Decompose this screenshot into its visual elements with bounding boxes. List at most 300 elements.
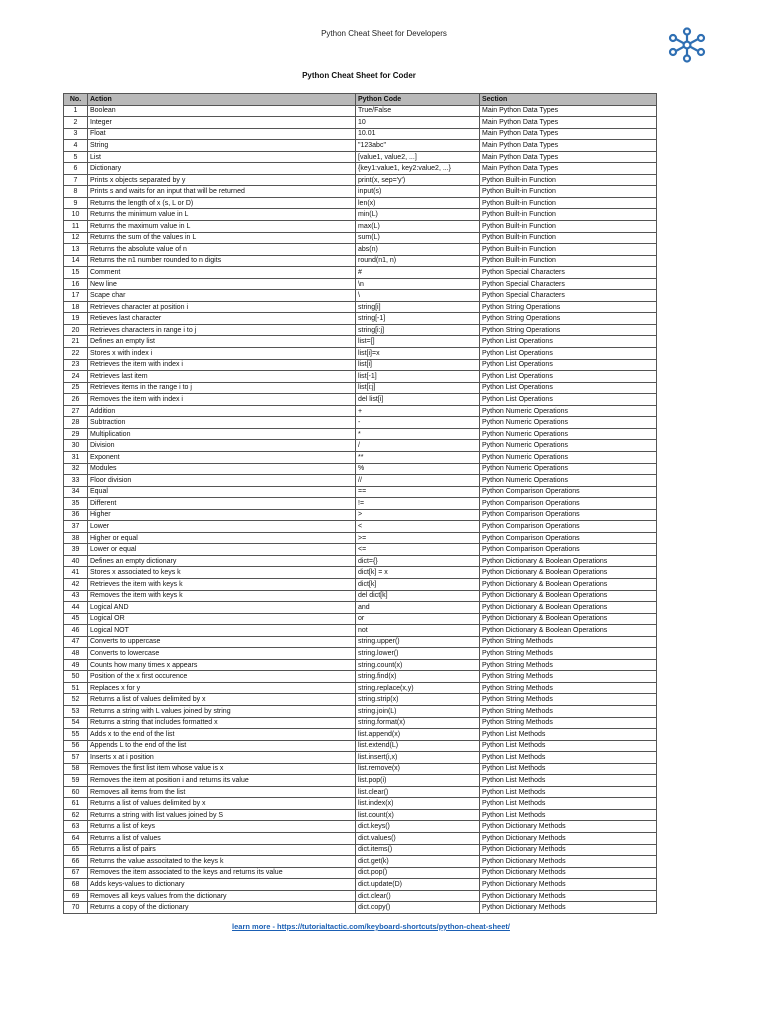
python-code-cell: >= (356, 532, 480, 544)
table-row (64, 451, 657, 463)
python-code-cell: list.remove(x) (356, 763, 480, 775)
section-cell: Python String Methods (480, 694, 657, 706)
learn-more-link[interactable]: learn more - https://tutorialtactic.com/keyboard-shortcuts/python-cheat-sheet/ (232, 922, 510, 931)
row-number-cell: 26 (64, 394, 88, 406)
section-cell: Python Comparison Operations (480, 498, 657, 510)
action-cell: Returns a string with L values joined by string (88, 705, 356, 717)
action-cell: Retrieves items in the range i to j (88, 382, 356, 394)
action-cell: Returns a string with list values joined by S (88, 809, 356, 821)
row-number-cell: 1 (64, 105, 88, 117)
row-number-cell: 56 (64, 740, 88, 752)
python-code-cell: dict[k] = x (356, 567, 480, 579)
table-row (64, 405, 657, 417)
python-code-cell: list.append(x) (356, 729, 480, 741)
action-cell: Returns the n1 number rounded to n digits (88, 255, 356, 267)
table-row (64, 232, 657, 244)
python-code-cell: [value1, value2, ...] (356, 151, 480, 163)
row-number-cell: 22 (64, 348, 88, 360)
python-code-cell: dict.get(k) (356, 856, 480, 868)
section-cell: Python Dictionary & Boolean Operations (480, 567, 657, 579)
python-code-cell: dict.values() (356, 833, 480, 845)
python-code-cell: list[i]=x (356, 348, 480, 360)
section-cell: Python String Operations (480, 324, 657, 336)
section-cell: Python Built-in Function (480, 244, 657, 256)
section-cell: Python String Methods (480, 659, 657, 671)
python-code-cell: abs(n) (356, 244, 480, 256)
table-row (64, 578, 657, 590)
action-cell: Stores x associated to keys k (88, 567, 356, 579)
row-number-cell: 53 (64, 705, 88, 717)
python-code-cell: 10.01 (356, 128, 480, 140)
action-cell: Retrieves character at position i (88, 301, 356, 313)
section-cell: Main Python Data Types (480, 128, 657, 140)
row-number-cell: 7 (64, 174, 88, 186)
table-row (64, 509, 657, 521)
action-cell: Integer (88, 117, 356, 129)
section-cell: Python Dictionary Methods (480, 833, 657, 845)
python-code-cell: list[i] (356, 359, 480, 371)
action-cell: Prints x objects separated by y (88, 174, 356, 186)
table-row (64, 105, 657, 117)
section-cell: Python Built-in Function (480, 209, 657, 221)
action-cell: Lower (88, 521, 356, 533)
python-code-cell: / (356, 440, 480, 452)
row-number-cell: 4 (64, 140, 88, 152)
row-number-cell: 18 (64, 301, 88, 313)
action-cell: Removes the item associated to the keys and returns its value (88, 867, 356, 879)
python-code-cell: string[i:j] (356, 324, 480, 336)
python-code-cell: list.index(x) (356, 798, 480, 810)
table-row (64, 394, 657, 406)
table-row (64, 371, 657, 383)
row-number-cell: 39 (64, 544, 88, 556)
row-number-cell: 33 (64, 475, 88, 487)
section-cell: Python String Methods (480, 671, 657, 683)
row-number-cell: 27 (64, 405, 88, 417)
action-cell: Retrieves the item with index i (88, 359, 356, 371)
section-cell: Python Dictionary & Boolean Operations (480, 613, 657, 625)
section-cell: Python List Methods (480, 763, 657, 775)
row-number-cell: 51 (64, 682, 88, 694)
action-cell: Retieves last character (88, 313, 356, 325)
action-cell: Returns a string that includes formatted x (88, 717, 356, 729)
action-cell: Adds keys-values to dictionary (88, 879, 356, 891)
table-row (64, 671, 657, 683)
action-cell: Returns the minimum value in L (88, 209, 356, 221)
table-row (64, 602, 657, 614)
row-number-cell: 66 (64, 856, 88, 868)
python-code-cell: 10 (356, 117, 480, 129)
section-cell: Python Comparison Operations (480, 486, 657, 498)
section-cell: Python Comparison Operations (480, 509, 657, 521)
python-code-cell: // (356, 475, 480, 487)
python-code-cell: "123abc" (356, 140, 480, 152)
python-code-cell: min(L) (356, 209, 480, 221)
action-cell: Appends L to the end of the list (88, 740, 356, 752)
table-row (64, 856, 657, 868)
python-code-cell: list[i:j] (356, 382, 480, 394)
python-code-cell: % (356, 463, 480, 475)
action-cell: Position of the x first occurence (88, 671, 356, 683)
section-cell: Python Dictionary Methods (480, 890, 657, 902)
action-cell: Returns the absolute value of n (88, 244, 356, 256)
row-number-cell: 23 (64, 359, 88, 371)
table-row (64, 486, 657, 498)
row-number-cell: 5 (64, 151, 88, 163)
action-cell: Retrieves last item (88, 371, 356, 383)
action-cell: Scape char (88, 290, 356, 302)
action-cell: Division (88, 440, 356, 452)
python-code-cell: list.clear() (356, 786, 480, 798)
section-cell: Main Python Data Types (480, 140, 657, 152)
python-code-cell: string[-1] (356, 313, 480, 325)
table-row (64, 659, 657, 671)
section-cell: Python List Methods (480, 786, 657, 798)
section-cell: Python Comparison Operations (480, 521, 657, 533)
python-code-cell: dict[k] (356, 578, 480, 590)
action-cell: Comment (88, 267, 356, 279)
section-cell: Python Special Characters (480, 290, 657, 302)
section-cell: Python List Methods (480, 775, 657, 787)
python-code-cell: sum(L) (356, 232, 480, 244)
row-number-cell: 47 (64, 636, 88, 648)
section-cell: Python String Operations (480, 301, 657, 313)
python-code-cell: max(L) (356, 221, 480, 233)
python-code-cell: dict.keys() (356, 821, 480, 833)
section-cell: Python List Operations (480, 382, 657, 394)
row-number-cell: 31 (64, 451, 88, 463)
section-cell: Python Dictionary Methods (480, 844, 657, 856)
python-code-cell: string.replace(x,y) (356, 682, 480, 694)
table-row (64, 197, 657, 209)
row-number-cell: 65 (64, 844, 88, 856)
python-code-cell: del list[i] (356, 394, 480, 406)
table-row (64, 290, 657, 302)
python-code-cell: or (356, 613, 480, 625)
row-number-cell: 44 (64, 602, 88, 614)
action-cell: Removes the first list item whose value is x (88, 763, 356, 775)
row-number-cell: 67 (64, 867, 88, 879)
table-row (64, 717, 657, 729)
action-cell: Returns a list of keys (88, 821, 356, 833)
table-row (64, 336, 657, 348)
table-row (64, 174, 657, 186)
action-cell: Returns a list of values (88, 833, 356, 845)
action-cell: Retrieves the item with keys k (88, 578, 356, 590)
action-cell: Returns the value associtated to the keys k (88, 856, 356, 868)
action-cell: Converts to lowercase (88, 648, 356, 660)
python-code-cell: string[i] (356, 301, 480, 313)
section-cell: Python Dictionary & Boolean Operations (480, 602, 657, 614)
section-cell: Python String Operations (480, 313, 657, 325)
row-number-cell: 20 (64, 324, 88, 336)
row-number-cell: 30 (64, 440, 88, 452)
action-cell: Logical OR (88, 613, 356, 625)
row-number-cell: 69 (64, 890, 88, 902)
row-number-cell: 40 (64, 555, 88, 567)
action-cell: Floor division (88, 475, 356, 487)
table-row (64, 775, 657, 787)
table-row (64, 244, 657, 256)
python-code-cell: list.insert(i,x) (356, 752, 480, 764)
python-code-cell: > (356, 509, 480, 521)
table-row (64, 324, 657, 336)
python-code-cell: != (356, 498, 480, 510)
section-cell: Python Dictionary Methods (480, 856, 657, 868)
section-cell: Python Dictionary Methods (480, 821, 657, 833)
table-row (64, 705, 657, 717)
python-code-cell: {key1:value1, key2:value2, ...} (356, 163, 480, 175)
row-number-cell: 32 (64, 463, 88, 475)
python-code-cell: dict.copy() (356, 902, 480, 914)
python-code-cell: dict={} (356, 555, 480, 567)
row-number-cell: 13 (64, 244, 88, 256)
section-cell: Python Numeric Operations (480, 405, 657, 417)
python-code-cell: - (356, 417, 480, 429)
python-code-cell: string.strip(x) (356, 694, 480, 706)
table-row (64, 278, 657, 290)
table-row (64, 625, 657, 637)
section-cell: Python List Operations (480, 336, 657, 348)
python-code-cell: True/False (356, 105, 480, 117)
python-code-cell: print(x, sep='y') (356, 174, 480, 186)
python-code-cell: string.find(x) (356, 671, 480, 683)
table-row (64, 359, 657, 371)
row-number-cell: 54 (64, 717, 88, 729)
row-number-cell: 12 (64, 232, 88, 244)
section-cell: Python List Methods (480, 798, 657, 810)
python-code-cell: string.count(x) (356, 659, 480, 671)
row-number-cell: 28 (64, 417, 88, 429)
section-cell: Python Numeric Operations (480, 417, 657, 429)
row-number-cell: 25 (64, 382, 88, 394)
section-cell: Python String Methods (480, 682, 657, 694)
section-cell: Main Python Data Types (480, 117, 657, 129)
row-number-cell: 59 (64, 775, 88, 787)
python-code-cell: and (356, 602, 480, 614)
section-cell: Python Dictionary & Boolean Operations (480, 578, 657, 590)
python-code-cell: len(x) (356, 197, 480, 209)
section-cell: Main Python Data Types (480, 151, 657, 163)
action-cell: Float (88, 128, 356, 140)
action-cell: Defines an empty list (88, 336, 356, 348)
section-cell: Python Dictionary & Boolean Operations (480, 555, 657, 567)
action-cell: Dictionary (88, 163, 356, 175)
row-number-cell: 37 (64, 521, 88, 533)
row-number-cell: 29 (64, 428, 88, 440)
action-cell: Modules (88, 463, 356, 475)
table-row (64, 163, 657, 175)
table-row (64, 613, 657, 625)
section-cell: Python List Operations (480, 348, 657, 360)
python-code-cell: string.format(x) (356, 717, 480, 729)
python-code-cell: == (356, 486, 480, 498)
action-cell: Lower or equal (88, 544, 356, 556)
section-cell: Python Numeric Operations (480, 440, 657, 452)
row-number-cell: 38 (64, 532, 88, 544)
python-code-cell: list.pop(i) (356, 775, 480, 787)
row-number-cell: 11 (64, 221, 88, 233)
action-cell: Removes all items from the list (88, 786, 356, 798)
python-code-cell: <= (356, 544, 480, 556)
table-row (64, 729, 657, 741)
table-row (64, 809, 657, 821)
table-row (64, 128, 657, 140)
python-code-cell: del dict[k] (356, 590, 480, 602)
action-cell: Defines an empty dictionary (88, 555, 356, 567)
python-code-cell: < (356, 521, 480, 533)
row-number-cell: 52 (64, 694, 88, 706)
table-row (64, 786, 657, 798)
section-cell: Python Special Characters (480, 267, 657, 279)
action-cell: Boolean (88, 105, 356, 117)
table-row (64, 844, 657, 856)
python-code-cell: * (356, 428, 480, 440)
python-code-cell: string.upper() (356, 636, 480, 648)
column-header-python-code: Python Code (356, 94, 480, 106)
row-number-cell: 10 (64, 209, 88, 221)
table-row (64, 879, 657, 891)
action-cell: Returns a list of pairs (88, 844, 356, 856)
section-cell: Python Numeric Operations (480, 475, 657, 487)
table-row (64, 301, 657, 313)
table-row (64, 821, 657, 833)
action-cell: Logical AND (88, 602, 356, 614)
action-cell: Subtraction (88, 417, 356, 429)
section-cell: Python List Operations (480, 359, 657, 371)
cheat-sheet-table (63, 93, 657, 914)
table-row (64, 475, 657, 487)
python-code-cell: list[-1] (356, 371, 480, 383)
row-number-cell: 55 (64, 729, 88, 741)
section-cell: Python Built-in Function (480, 174, 657, 186)
table-row (64, 348, 657, 360)
action-cell: Counts how many times x appears (88, 659, 356, 671)
row-number-cell: 2 (64, 117, 88, 129)
action-cell: Removes the item with index i (88, 394, 356, 406)
action-cell: Returns a list of values delimited by x (88, 694, 356, 706)
python-code-cell: # (356, 267, 480, 279)
table-row (64, 117, 657, 129)
action-cell: Returns a list of values delimited by x (88, 798, 356, 810)
section-cell: Python Built-in Function (480, 255, 657, 267)
action-cell: Higher (88, 509, 356, 521)
section-cell: Python Comparison Operations (480, 532, 657, 544)
section-cell: Python List Methods (480, 740, 657, 752)
table-row (64, 752, 657, 764)
table-row (64, 636, 657, 648)
table-row (64, 532, 657, 544)
section-cell: Python List Operations (480, 394, 657, 406)
row-number-cell: 70 (64, 902, 88, 914)
action-cell: Different (88, 498, 356, 510)
table-row (64, 867, 657, 879)
table-row (64, 902, 657, 914)
row-number-cell: 61 (64, 798, 88, 810)
action-cell: Addition (88, 405, 356, 417)
table-row (64, 382, 657, 394)
row-number-cell: 24 (64, 371, 88, 383)
table-row (64, 544, 657, 556)
action-cell: Prints s and waits for an input that will be returned (88, 186, 356, 198)
section-cell: Python Numeric Operations (480, 463, 657, 475)
section-cell: Python Built-in Function (480, 221, 657, 233)
table-row (64, 567, 657, 579)
row-number-cell: 14 (64, 255, 88, 267)
section-cell: Python Built-in Function (480, 232, 657, 244)
sheet-title: Python Cheat Sheet for Coder (302, 71, 416, 80)
row-number-cell: 42 (64, 578, 88, 590)
section-cell: Python Dictionary Methods (480, 879, 657, 891)
python-code-cell: \ (356, 290, 480, 302)
action-cell: Removes the item at position i and returns its value (88, 775, 356, 787)
python-code-cell: list=[] (356, 336, 480, 348)
action-cell: Retrieves characters in range i to j (88, 324, 356, 336)
row-number-cell: 34 (64, 486, 88, 498)
action-cell: Removes all keys values from the dictionary (88, 890, 356, 902)
action-cell: Returns the maximum value in L (88, 221, 356, 233)
action-cell: Returns a copy of the dictionary (88, 902, 356, 914)
action-cell: Multiplication (88, 428, 356, 440)
section-cell: Python Comparison Operations (480, 544, 657, 556)
action-cell: Logical NOT (88, 625, 356, 637)
row-number-cell: 45 (64, 613, 88, 625)
row-number-cell: 58 (64, 763, 88, 775)
python-code-cell: list.extend(L) (356, 740, 480, 752)
section-cell: Main Python Data Types (480, 163, 657, 175)
section-cell: Python Dictionary Methods (480, 867, 657, 879)
table-row (64, 463, 657, 475)
python-code-cell: dict.items() (356, 844, 480, 856)
python-code-cell: ** (356, 451, 480, 463)
section-cell: Python String Methods (480, 636, 657, 648)
row-number-cell: 3 (64, 128, 88, 140)
table-row (64, 186, 657, 198)
python-code-cell: input(s) (356, 186, 480, 198)
section-cell: Python Special Characters (480, 278, 657, 290)
row-number-cell: 16 (64, 278, 88, 290)
action-cell: Converts to uppercase (88, 636, 356, 648)
row-number-cell: 35 (64, 498, 88, 510)
python-code-cell: dict.update(D) (356, 879, 480, 891)
section-cell: Python List Methods (480, 729, 657, 741)
action-cell: Equal (88, 486, 356, 498)
table-row (64, 255, 657, 267)
table-row (64, 833, 657, 845)
table-header-row (64, 94, 657, 106)
action-cell: Removes the item with keys k (88, 590, 356, 602)
section-cell: Python Dictionary & Boolean Operations (480, 590, 657, 602)
action-cell: New line (88, 278, 356, 290)
section-cell: Python String Methods (480, 717, 657, 729)
python-code-cell: not (356, 625, 480, 637)
table-row (64, 890, 657, 902)
python-code-cell: string.join(L) (356, 705, 480, 717)
python-code-cell: dict.clear() (356, 890, 480, 902)
section-cell: Python Dictionary Methods (480, 902, 657, 914)
section-cell: Python List Methods (480, 752, 657, 764)
row-number-cell: 63 (64, 821, 88, 833)
action-cell: Replaces x for y (88, 682, 356, 694)
action-cell: Returns the sum of the values in L (88, 232, 356, 244)
python-code-cell: round(n1, n) (356, 255, 480, 267)
table-row (64, 440, 657, 452)
row-number-cell: 15 (64, 267, 88, 279)
section-cell: Python Numeric Operations (480, 428, 657, 440)
table-row (64, 763, 657, 775)
molecule-network-icon (668, 27, 706, 63)
python-code-cell: list.count(x) (356, 809, 480, 821)
